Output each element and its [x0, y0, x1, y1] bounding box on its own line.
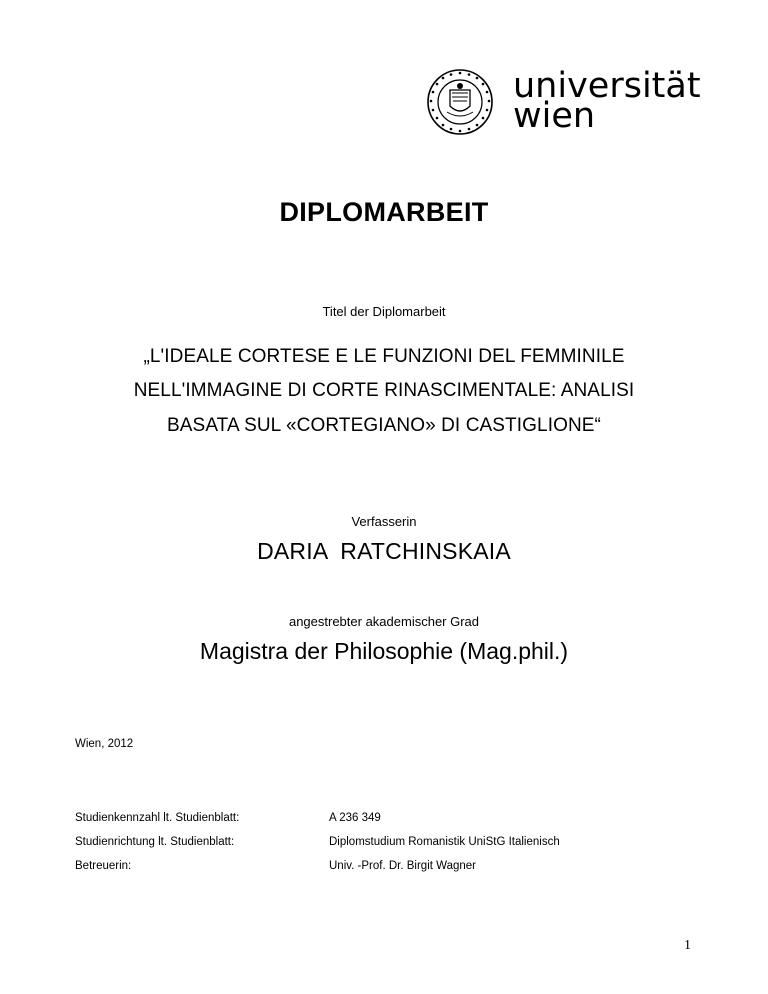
place-and-date: Wien, 2012: [75, 738, 134, 750]
page-number: 1: [684, 938, 691, 953]
degree-label: angestrebter akademischer Grad: [288, 614, 480, 629]
thesis-title-line: BASATA SUL «CORTEGIANO» DI CASTIGLIONE“: [167, 415, 601, 436]
author-label: Verfasserin: [351, 514, 417, 529]
thesis-title-line: „L'IDEALE CORTESE E LE FUNZIONI DEL FEMMINILE: [143, 346, 625, 367]
thesis-title-line: NELL'IMMAGINE DI CORTE RINASCIMENTALE: ANALISI: [133, 380, 635, 401]
info-row-label: Studienkennzahl lt. Studienblatt:: [75, 812, 240, 824]
thesis-title-label: Titel der Diplomarbeit: [322, 304, 446, 319]
info-row-label: Studienrichtung lt. Studienblatt:: [75, 836, 235, 848]
university-logo: [417, 68, 702, 138]
info-row-value: A 236 349: [329, 812, 381, 824]
info-row-value: Univ. -Prof. Dr. Birgit Wagner: [329, 860, 476, 872]
degree-value: Magistra der Philosophie (Mag.phil.): [199, 638, 569, 664]
document-type-heading: DIPLOMARBEIT: [279, 197, 489, 227]
info-row-value: Diplomstudium Romanistik UniStG Italienisch: [329, 836, 560, 848]
logo-text-wien: wien: [513, 96, 596, 136]
logo-text-universitaet: universität: [513, 66, 701, 106]
author-name: DARIA RATCHINSKAIA: [257, 538, 511, 564]
info-row-label: Betreuerin:: [75, 860, 132, 872]
university-seal-icon: [417, 68, 503, 136]
